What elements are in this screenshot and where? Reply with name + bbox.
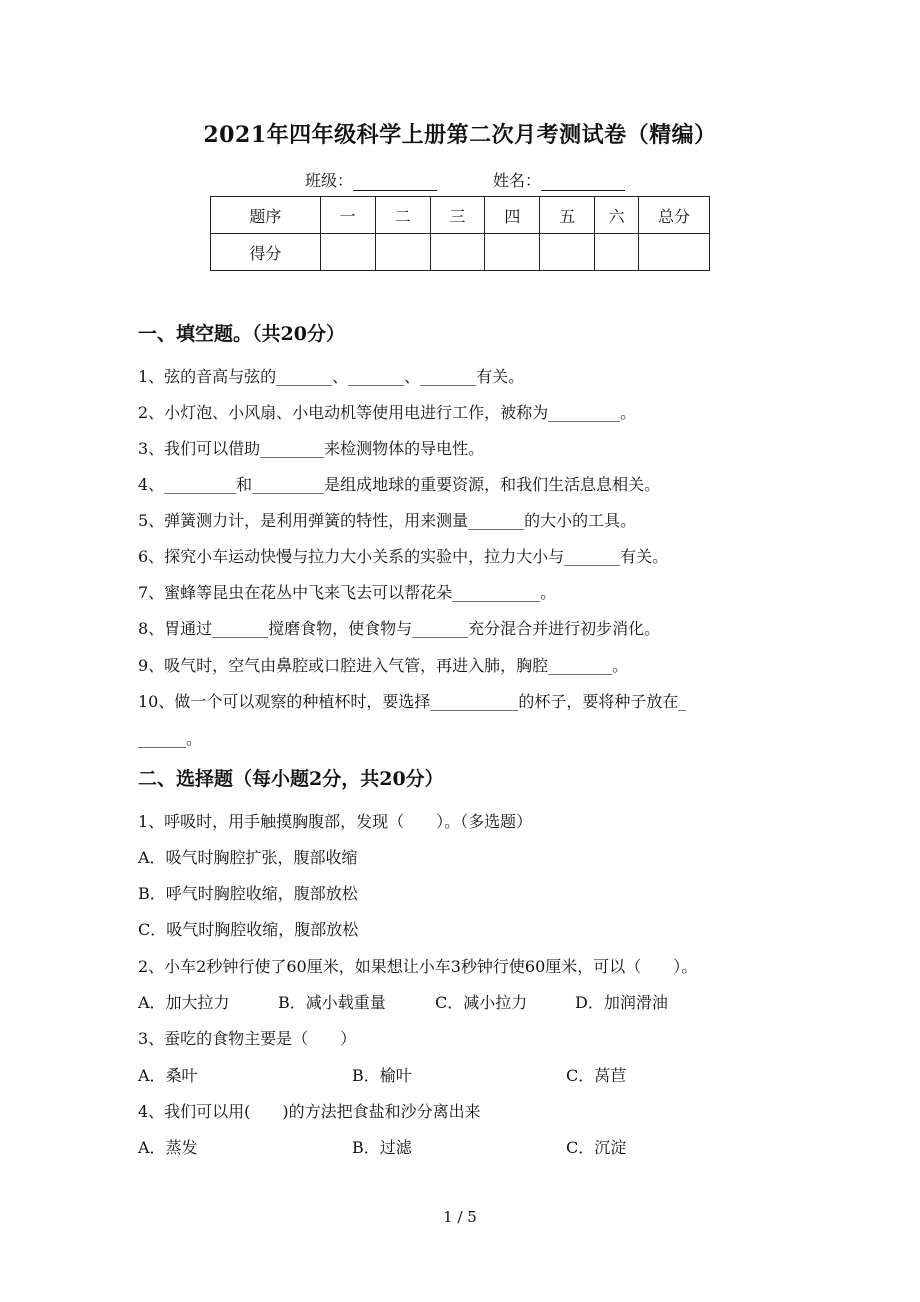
score-row-label: 得分 — [211, 234, 321, 271]
section1-heading: 一、填空题。（共20分） — [138, 323, 345, 345]
choice-option: B．呼气时胸腔收缩，腹部放松 — [138, 884, 358, 903]
score-table — [210, 196, 710, 271]
page-title: 2021年四年级科学上册第二次月考测试卷（精编） — [203, 122, 717, 148]
score-table-score-row — [211, 234, 710, 271]
score-cell — [430, 234, 485, 271]
fill-question: 4、_________和_________是组成地球的重要资源，和我们生活息息相关。 — [138, 475, 661, 494]
fill-question: 1、弦的音高与弦的_______、_______、_______有关。 — [138, 367, 525, 386]
fill-question: 8、胃通过_______搅磨食物，使食物与_______充分混合并进行初步消化。 — [138, 619, 661, 638]
choice-question-stem: 2、小车2秒钟行使了60厘米，如果想让小车3秒钟行使60厘米，可以（ ）。 — [138, 957, 698, 976]
page-number: 1 / 5 — [443, 1208, 477, 1226]
score-header-cell: 题序 — [211, 197, 321, 234]
name-blank — [541, 172, 625, 191]
name-label: 姓名： — [493, 171, 542, 190]
choice-question-stem: 4、我们可以用( )的方法把食盐和沙分离出来 — [138, 1102, 481, 1121]
choice-option: A．蒸发 — [138, 1138, 198, 1157]
fill-question: 3、我们可以借助________来检测物体的导电性。 — [138, 439, 485, 458]
fill-question-continued: ______。 — [138, 729, 203, 748]
choice-option: D．加润滑油 — [575, 993, 668, 1012]
score-header-cell: 四 — [485, 197, 540, 234]
choice-option: B．榆叶 — [352, 1066, 412, 1085]
choice-option: C．莴苣 — [566, 1066, 627, 1085]
choice-option: A．吸气时胸腔扩张，腹部收缩 — [138, 848, 358, 867]
score-cell — [639, 234, 710, 271]
choice-option: C．吸气时胸腔收缩，腹部放松 — [138, 920, 359, 939]
score-cell — [485, 234, 540, 271]
choice-option: C．沉淀 — [566, 1138, 627, 1157]
class-blank — [353, 172, 437, 191]
score-header-cell: 一 — [320, 197, 375, 234]
score-header-cell: 二 — [375, 197, 430, 234]
choice-option: C．减小拉力 — [435, 993, 528, 1012]
choice-question-stem: 3、蚕吃的食物主要是（ ） — [138, 1029, 357, 1048]
score-cell — [320, 234, 375, 271]
choice-option: B．减小载重量 — [278, 993, 386, 1012]
class-label: 班级： — [305, 171, 354, 190]
fill-question: 9、吸气时，空气由鼻腔或口腔进入气管，再进入肺，胸腔________。 — [138, 656, 629, 675]
student-info — [305, 168, 625, 191]
score-header-cell: 三 — [430, 197, 485, 234]
score-cell — [595, 234, 639, 271]
fill-question: 6、探究小车运动快慢与拉力大小关系的实验中，拉力大小与_______有关。 — [138, 547, 669, 566]
score-cell — [540, 234, 595, 271]
score-header-cell: 六 — [595, 197, 639, 234]
score-header-cell: 五 — [540, 197, 595, 234]
section2-heading: 二、选择题（每小题2分，共20分） — [138, 768, 444, 790]
score-cell — [375, 234, 430, 271]
choice-option: B．过滤 — [352, 1138, 412, 1157]
fill-question: 7、蜜蜂等昆虫在花丛中飞来飞去可以帮花朵___________。 — [138, 583, 557, 602]
score-table-header-row — [211, 197, 710, 234]
fill-question: 10、做一个可以观察的种植杯时，要选择___________的杯子，要将种子放在_ — [138, 692, 687, 711]
fill-question: 2、小灯泡、小风扇、小电动机等使用电进行工作，被称为_________。 — [138, 403, 637, 422]
choice-option: A．桑叶 — [138, 1066, 198, 1085]
fill-question: 5、弹簧测力计，是利用弹簧的特性，用来测量_______的大小的工具。 — [138, 511, 637, 530]
choice-question-stem: 1、呼吸时，用手触摸胸腹部，发现（ ）。（多选题） — [138, 812, 533, 831]
score-header-cell: 总分 — [639, 197, 710, 234]
choice-option: A．加大拉力 — [138, 993, 230, 1012]
